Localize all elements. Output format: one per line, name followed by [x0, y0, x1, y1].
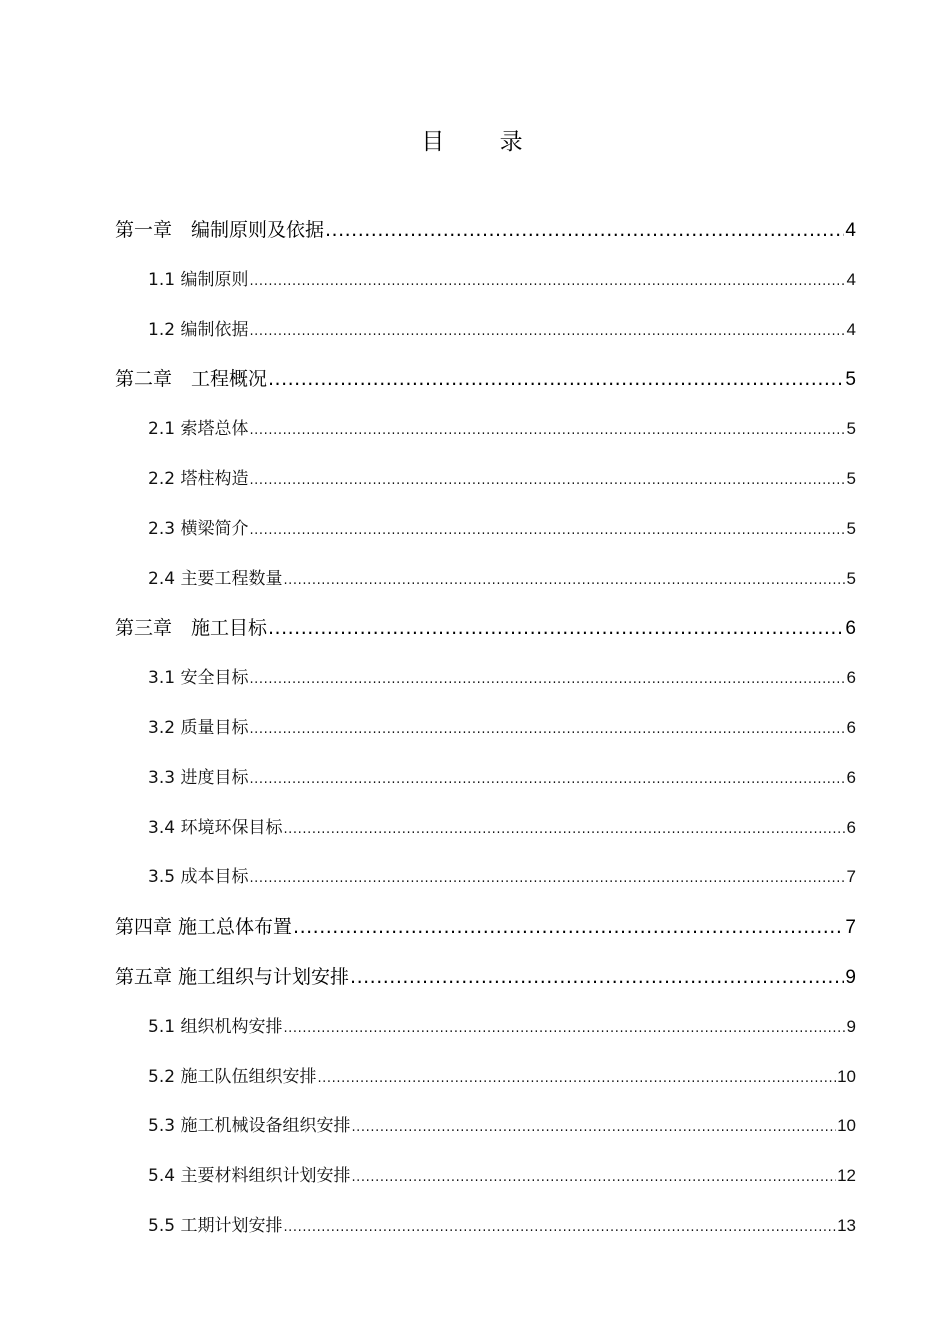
toc-leader-dots: [249, 414, 845, 446]
toc-leader-dots: [268, 613, 844, 643]
toc-entry-label: 5.4 主要材料组织计划安排: [148, 1166, 351, 1186]
toc-entry-label: 第一章 编制原则及依据: [115, 219, 325, 241]
toc-leader-dots: [249, 464, 845, 496]
toc-leader-dots: [283, 813, 845, 845]
toc-chapter-entry[interactable]: [115, 215, 856, 245]
toc-chapter-entry[interactable]: [115, 962, 856, 992]
toc-chapter-entry[interactable]: [115, 613, 856, 643]
toc-leader-dots: [283, 1012, 845, 1044]
toc-entry-label: 3.4 环境环保目标: [148, 818, 283, 838]
toc-page-number: 10: [837, 1116, 856, 1135]
toc-page-number: 5: [846, 519, 856, 538]
toc-entry-label: 3.3 进度目标: [148, 768, 249, 788]
toc-entry-label: 第五章 施工组织与计划安排: [115, 966, 350, 988]
toc-leader-dots: [268, 364, 844, 394]
toc-leader-dots: [325, 215, 844, 245]
toc-leader-dots: [283, 1211, 836, 1243]
toc-section-entry[interactable]: [148, 813, 856, 843]
toc-entry-label: 第三章 施工目标: [115, 617, 268, 639]
toc-section-entry[interactable]: [148, 1062, 856, 1092]
toc-leader-dots: [351, 1111, 836, 1143]
toc-section-entry[interactable]: [148, 464, 856, 494]
toc-section-entry[interactable]: [148, 763, 856, 793]
toc-entry-label: 5.3 施工机械设备组织安排: [148, 1116, 351, 1136]
toc-entry-label: 3.2 质量目标: [148, 718, 249, 738]
toc-page-number: 4: [846, 320, 856, 339]
toc-leader-dots: [249, 265, 845, 297]
toc-entry-label: 2.2 塔柱构造: [148, 469, 249, 489]
toc-leader-dots: [249, 862, 845, 894]
toc-section-entry[interactable]: [148, 1012, 856, 1042]
toc-section-entry[interactable]: [148, 414, 856, 444]
toc-page-number: 9: [845, 967, 856, 988]
toc-page-number: 6: [846, 818, 856, 837]
toc-leader-dots: [249, 713, 845, 745]
toc-section-entry[interactable]: [148, 315, 856, 345]
toc-entry-label: 1.2 编制依据: [148, 320, 249, 340]
toc-page-number: 6: [845, 618, 856, 639]
toc-leader-dots: [293, 912, 844, 942]
toc-entry-label: 第四章 施工总体布置: [115, 916, 293, 938]
toc-leader-dots: [249, 763, 845, 795]
toc-chapter-entry[interactable]: [115, 912, 856, 942]
toc-section-entry[interactable]: [148, 514, 856, 544]
toc-page-number: 7: [845, 917, 856, 938]
toc-leader-dots: [317, 1062, 836, 1094]
toc-entry-label: 1.1 编制原则: [148, 270, 249, 290]
toc-page-number: 7: [846, 867, 856, 886]
toc-page-number: 9: [846, 1017, 856, 1036]
toc-chapter-entry[interactable]: [115, 364, 856, 394]
toc-section-entry[interactable]: [148, 862, 856, 892]
toc-page-number: 5: [846, 419, 856, 438]
toc-page-number: 6: [846, 768, 856, 787]
toc-entry-label: 3.5 成本目标: [148, 867, 249, 887]
toc-leader-dots: [350, 962, 844, 992]
toc-leader-dots: [351, 1161, 836, 1193]
toc-section-entry[interactable]: [148, 1111, 856, 1141]
toc-page-number: 4: [846, 270, 856, 289]
toc-leader-dots: [283, 564, 845, 596]
toc-page-number: 12: [837, 1166, 856, 1185]
toc-page-number: 5: [846, 469, 856, 488]
toc-entry-label: 第二章 工程概况: [115, 368, 268, 390]
toc-section-entry[interactable]: [148, 564, 856, 594]
toc-page-number: 4: [845, 220, 856, 241]
toc-page-number: 6: [846, 718, 856, 737]
toc-leader-dots: [249, 315, 845, 347]
toc-entry-label: 5.2 施工队伍组织安排: [148, 1067, 317, 1087]
toc-section-entry[interactable]: [148, 663, 856, 693]
toc-section-entry[interactable]: [148, 713, 856, 743]
toc-entry-label: 2.4 主要工程数量: [148, 569, 283, 589]
toc-leader-dots: [249, 514, 845, 546]
toc-section-entry[interactable]: [148, 1211, 856, 1241]
toc-entry-label: 3.1 安全目标: [148, 668, 249, 688]
toc-page-number: 10: [837, 1067, 856, 1086]
toc-entry-label: 2.1 索塔总体: [148, 419, 249, 439]
toc-page-number: 5: [846, 569, 856, 588]
toc-title: 目 录: [421, 129, 547, 155]
toc-entry-label: 5.1 组织机构安排: [148, 1017, 283, 1037]
toc-page-number: 6: [846, 668, 856, 687]
toc-entry-label: 5.5 工期计划安排: [148, 1216, 283, 1236]
toc-entry-label: 2.3 横梁简介: [148, 519, 249, 539]
toc-page-number: 13: [837, 1216, 856, 1235]
toc-page-number: 5: [845, 369, 856, 390]
toc-section-entry[interactable]: [148, 265, 856, 295]
toc-section-entry[interactable]: [148, 1161, 856, 1191]
toc-leader-dots: [249, 663, 845, 695]
